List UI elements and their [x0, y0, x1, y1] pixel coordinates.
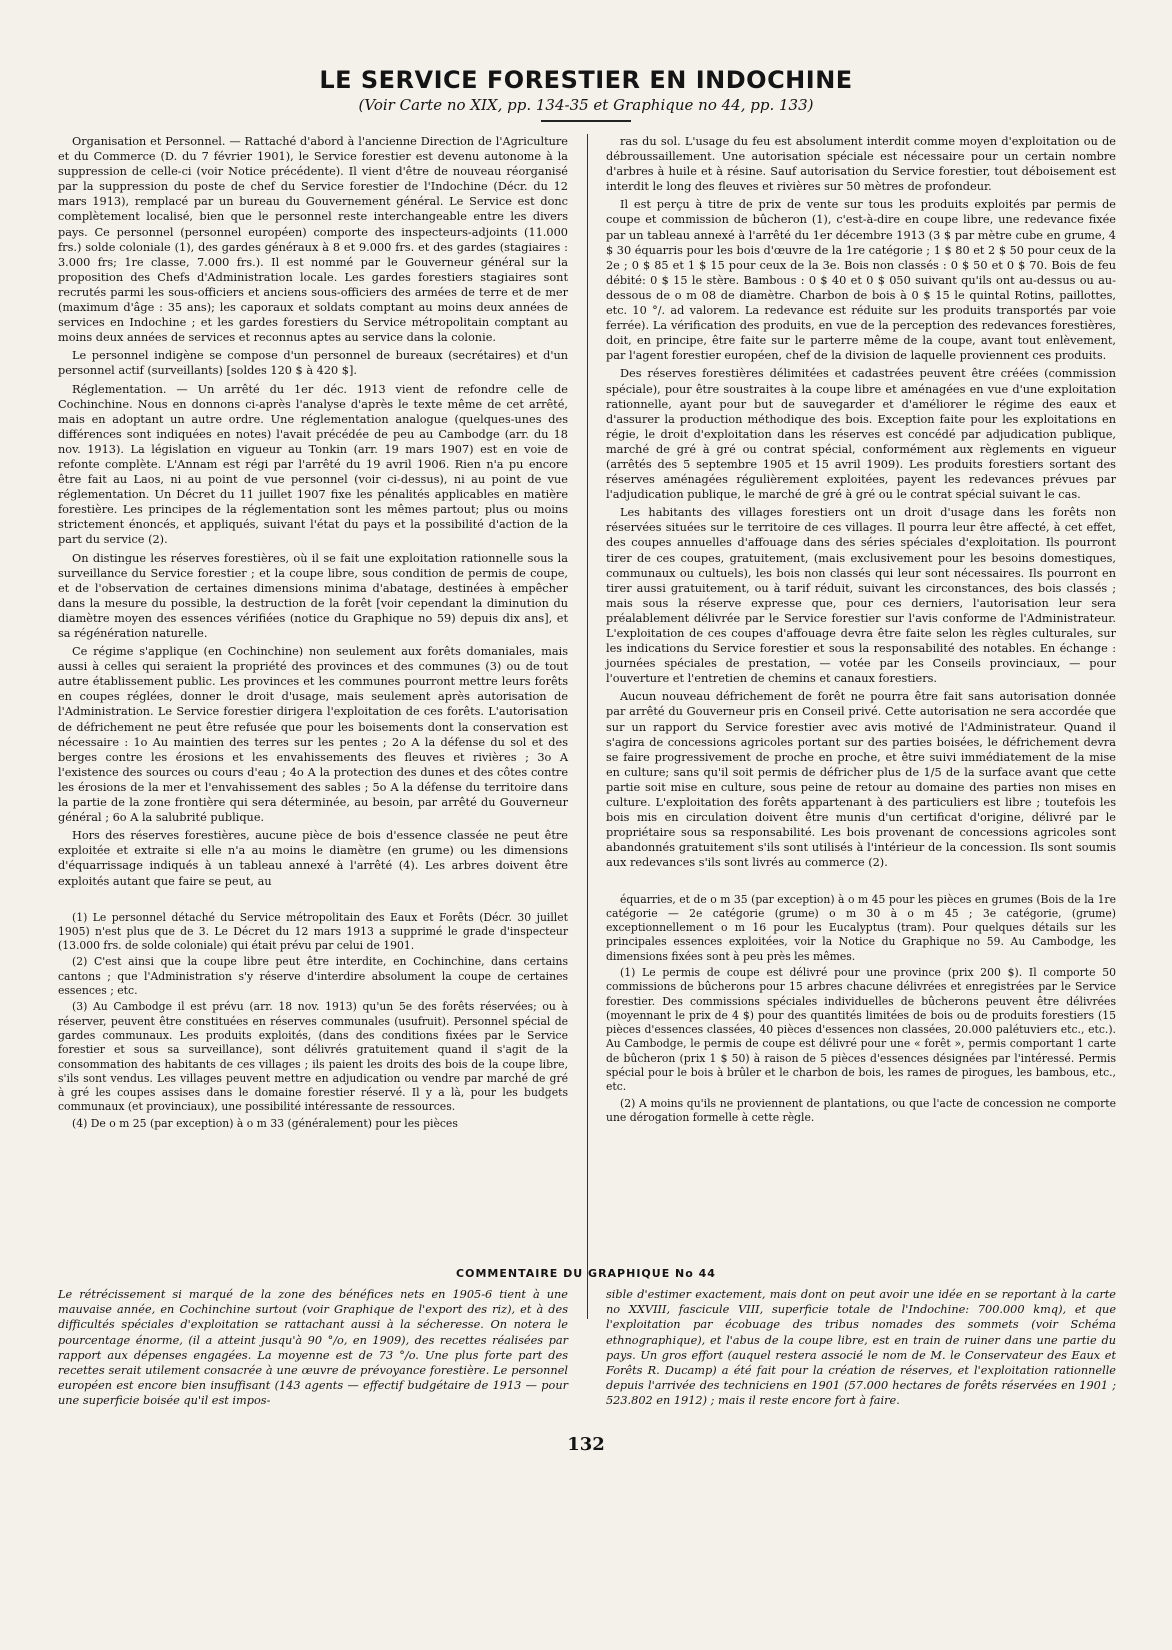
- paragraph-defrichement: Aucun nouveau défrichement de forêt ne pourra être fait sans autorisation donnée par arrêté du Gouverneur pris en Conseil privé. Cette autorisation ne sera accordée que sur un rapport du Service forestier avec avis motivé de l'Administrateur. Quand il s'agira de concessions agricoles portant sur des parties boisées, le défrichement devra se faire progressivement de proche en proche, et être suivi immédiatement de la mise en culture; sans qu'il soit permis de défricher plus de 1/5 de la surface avant que cette partie soit mise en culture, sous peine de retour au domaine des parties non mises en culture. L'exploitation des forêts appartenant à des particuliers est libre ; toutefois les bois mis en circulation doivent être munis d'un certificat d'origine, délivré par le propriétaire sous sa responsabilité. Les bois provenant de concessions agricoles sont abandonnés gratuitement s'ils sont utilisés à l'intérieur de la concession. Ils sont soumis aux redevances s'ils sont livrés au commerce (2).: [606, 690, 1116, 870]
- paragraph-organisation: Organisation et Personnel. — Rattaché d'abord à l'ancienne Direction de l'Agriculture et du Commerce (D. du 7 février 1901), le Service forestier est devenu autonome à la suppression de celle-ci (voir Notice précédente). Il vient d'être de nouveau réorganisé par la suppression du poste de chef du Service forestier de l'Indochine (Décr. du 12 mars 1913), remplacé par un bureau du Gouvernement général. Le Service est donc complètement localisé, bien que le personnel reste interchangeable entre les divers pays. Ce personnel (personnel européen) comporte des inspecteurs-adjoints (11.000 frs.) solde coloniale (1), des gardes généraux à 8 et 9.000 frs. et des gardes (stagiaires : 3.000 frs; 1re classe, 7.000 frs.). Il est nommé par le Gouverneur général sur la proposition des Chefs d'Administration locale. Les gardes forestiers stagiaires sont recrutés parmi les sous-officiers et anciens sous-officiers des armées de terre et de mer (maximum d'âge : 35 ans); les caporaux et soldats comptant au moins deux années de services en Indochine ; et les gardes forestiers du Service métropolitain comptant au moins deux années de services et reconnus aptes au service dans la colonie.: [58, 135, 568, 345]
- footnote-3: (3) Au Cambodge il est prévu (arr. 18 nov. 1913) qu'un 5e des forêts réservées; ou à réserver, peuvent être constituées en réserves communales (usufruit). Personnel spécial de gardes communaux. Les produits exploités, (dans des conditions fixées par le Service forestier et sous sa surveillance), sont délivrés gratuitement quand il s'agit de la consommation des habitants de ces villages ; ils paient les droits des bois de la coupe libre, s'ils sont vendus. Les villages peuvent mettre en adjudication ou vendre par marché de gré à gré les coupes assises dans le domaine forestier réservé. Il y a là, pour les budgets communaux (et provinciaux), une possibilité intéressante de ressources.: [58, 1000, 568, 1114]
- left-column: [58, 134, 568, 1133]
- commentary-title: COMMENTAIRE DU GRAPHIQUE No 44: [456, 1267, 716, 1280]
- right-footnotes: [606, 893, 1116, 1126]
- page-number: 132: [567, 1434, 605, 1455]
- paragraph-reserves: On distingue les réserves forestières, où il se fait une exploitation rationnelle sous la surveillance du Service forestier ; et la coupe libre, sous condition de permis de coupe, et de l'observation de certaines dimensions minima d'abatage, destinées à empêcher dans la mesure du possible, la destruction de la forêt [voir cependant la diminution du diamètre moyen des essences vérifiées (notice du Graphique no 59) depuis dix ans], et sa régénération naturelle.: [58, 551, 568, 640]
- title-rule: [541, 120, 631, 122]
- footnote-1: (1) Le personnel détaché du Service métropolitain des Eaux et Forêts (Décr. 30 juillet 1905) n'est plus que de 3. Le Décret du 12 mars 1913 a supprimé le grade d'inspecteur (13.000 frs. de solde coloniale) qui était prévu par celui de 1901.: [58, 910, 568, 953]
- paragraph-usage-feu: ras du sol. L'usage du feu est absolument interdit comme moyen d'exploitation ou de débroussaillement. Une autorisation spéciale est nécessaire pour un certain nombre d'arbres à huile et à résine. Sauf autorisation du Service forestier, tout déboisement est interdit le long des fleuves et rivières sur 50 mètres de profondeur.: [606, 135, 1116, 194]
- commentary-right: sible d'estimer exactement, mais dont on peut avoir une idée en se reportant à la carte no XXVIII, fascicule VIII, superficie totale de l'Indochine: 700.000 kmq), et que l'exploitation par écobuage des tribus nomades des sommets (voir Schéma ethnographique), et l'abus de la coupe libre, est en train de ruiner dans une partie du pays. Un gros effort (auquel restera associé le nom de M. le Conservateur des Eaux et Forêts R. Ducamp) a été fait pour la création de réserves, et l'exploitation rationnelle depuis l'arrivée des techniciens en 1901 (57.000 hectares de forêts réservées en 1901 ; 523.802 en 1912) ; mais il reste encore fort à faire.: [606, 1288, 1116, 1408]
- page-title: LE SERVICE FORESTIER EN INDOCHINE: [319, 66, 853, 94]
- body-columns: [58, 134, 1114, 1334]
- paragraph-personnel-indigene: Le personnel indigène se compose d'un personnel de bureaux (secrétaires) et d'un personnel actif (surveillants) [soldes 120 $ à 420 $].: [58, 349, 568, 378]
- paragraph-reserves-forestieres: Des réserves forestières délimitées et cadastrées peuvent être créées (commission spéciale), pour être soustraites à la coupe libre et aménagées en vue d'une exploitation rationnelle, ayant pour but de sauvegarder et d'améliorer le régime des eaux et d'assurer la production méthodique des bois. Exception faite pour les exploitations en régie, le droit d'exploitation dans les réserves est concédé par adjudication publique, marché de gré à gré ou contrat spécial, conformément aux règlements en vigueur (arrêtés des 5 septembre 1905 et 15 avril 1909). Les produits forestiers sortant des réserves aménagées régulièrement exploitées, payent les redevances prévues par l'adjudication publique, le marché de gré à gré ou le contrat spécial suivant le cas.: [606, 367, 1116, 502]
- left-footnotes: [58, 911, 568, 1131]
- page-subtitle: (Voir Carte no XIX, pp. 134-35 et Graphique no 44, pp. 133): [358, 96, 814, 114]
- paragraph-reglementation: Réglementation. — Un arrêté du 1er déc. 1913 vient de refondre celle de Cochinchine. Nous en donnons ci-après l'analyse d'après le texte même de cet arrêté, mais en adoptant un autre ordre. Une réglementation analogue (quelques-unes des différences sont indiquées en notes) l'avait précédée de peu au Cambodge (arr. du 18 nov. 1913). La législation en vigueur au Tonkin (arr. 19 mars 1907) est en voie de refonte complète. L'Annam est régi par l'arrêté du 19 avril 1906. Rien n'a pu encore être fait au Laos, ni au point de vue personnel (voir ci-dessus), ni au point de vue réglementation. Un Décret du 11 juillet 1907 fixe les pénalités applicables en matière forestière. Les principes de la réglementation sont les mêmes partout; plus ou moins strictement énoncés, et appliqués, suivant l'état du pays et la possibilité d'action de la part du service (2).: [58, 382, 568, 547]
- paragraph-regime: Ce régime s'applique (en Cochinchine) non seulement aux forêts domaniales, mais aussi à celles qui seraient la propriété des provinces et des communes (3) ou de tout autre établissement public. Les provinces et les communes pourront mettre leurs forêts en coupes réglées, donner le droit d'usage, mais seulement après autorisation de l'Administration. Le Service forestier dirigera l'exploitation de ces forêts. L'autorisation de défrichement ne peut être refusée que pour les boisements dont la conservation est nécessaire : 1o Au maintien des terres sur les pentes ; 2o A la défense du sol et des berges contre les érosions et les envahissements des fleuves et rivières ; 3o A l'existence des sources ou cours d'eau ; 4o A la protection des dunes et des côtes contre les érosions de la mer et l'envahissement des sables ; 5o A la défense du territoire dans la partie de la zone frontière qui sera déterminée, au besoin, par arrêté du Gouverneur général ; 6o A la salubrité publique.: [58, 645, 568, 825]
- footnote-4: (4) De o m 25 (par exception) à o m 33 (généralement) pour les pièces: [72, 1116, 458, 1130]
- footnote-r2: (2) A moins qu'ils ne proviennent de plantations, ou que l'acte de concession ne comporte une dérogation formelle à cette règle.: [606, 1096, 1116, 1124]
- right-column: [606, 134, 1116, 1127]
- column-divider: [587, 134, 588, 1319]
- footnote-2: (2) C'est ainsi que la coupe libre peut être interdite, en Cochinchine, dans certains cantons ; que l'Administration s'y réserve d'interdire absolument la coupe de certaines essences ; etc.: [58, 955, 568, 998]
- footnote-4-cont: équarries, et de o m 35 (par exception) à o m 45 pour les pièces en grumes (Bois de la 1re catégorie — 2e catégorie (grume) o m 30 à o m 45 ; 3e catégorie, (grume) exceptionnellement o m 16 pour les Eucalyptus (tram). Pour quelques détails sur les principales essences exploitées, voir la Notice du Graphique no 59. Au Cambodge, les dimensions fixées sont à peu près les mêmes.: [606, 892, 1116, 963]
- paragraph-hors-reserves: Hors des réserves forestières, aucune pièce de bois d'essence classée ne peut être exploitée et extraite si elle n'a au moins le diamètre (en grume) ou les dimensions d'équarrissage indiqués à un tableau annexé à l'arrêté (4). Les arbres doivent être exploités autant que faire se peut, au: [58, 829, 568, 888]
- footnote-r1: (1) Le permis de coupe est délivré pour une province (prix 200 $). Il comporte 50 commissions de bûcherons pour 15 arbres chacune délivrées et enregistrées par le Service forestier. Des commissions spéciales individuelles de bûcherons peuvent être délivrées (moyennant le prix de 4 $) pour des quantités limitées de bois ou de produits forestiers (15 pièces d'essences classées, 40 pièces d'essences non classées, 20.000 palétuviers etc., etc.). Au Cambodge, le permis de coupe est délivré pour une « forêt », permis comportant 1 carte de bûcheron (prix 1 $ 50) à raison de 5 pièces d'essences désignées par l'intéressé. Permis spécial pour le bois à brûler et le charbon de bois, les rames de pirogues, les bambous, etc., etc.: [606, 965, 1116, 1094]
- document-page: [58, 62, 1114, 1622]
- paragraph-prix-vente: Il est perçu à titre de prix de vente sur tous les produits exploités par permis de coupe et commission de bûcheron (1), c'est-à-dire en coupe libre, une redevance fixée par un tableau annexé à l'arrêté du 1er décembre 1913 (3 $ par mètre cube en grume, 4 $ 30 équarris pour les bois d'œuvre de la 1re catégorie ; 1 $ 80 et 2 $ 50 pour ceux de la 2e ; 0 $ 85 et 1 $ 15 pour ceux de la 3e. Bois non classés : 0 $ 50 et 0 $ 70. Bois de feu débité: 0 $ 15 le stère. Bambous : 0 $ 40 et 0 $ 050 suivant qu'ils ont au-dessus ou au-dessous de o m 08 de diamètre. Charbon de bois à 0 $ 15 le quintal Rotins, paillottes, etc. 10 °/. ad valorem. La redevance est réduite sur les produits transportés par voie ferrée). La vérification des produits, en vue de la perception des redevances forestières, doit, en principe, être faite sur le parterre même de la coupe, avant tout enlèvement, par l'agent forestier européen, chef de la division de laquelle proviennent ces produits.: [606, 198, 1116, 363]
- commentary-left: Le rétrécissement si marqué de la zone des bénéfices nets en 1905-6 tient à une mauvaise année, en Cochinchine surtout (voir Graphique de l'export des riz), et à des difficultés spéciales d'exploitation se rattachant aussi à la sécheresse. On notera le pourcentage énorme, (il a atteint jusqu'à 90 °/o, en 1909), des recettes réalisées par rapport aux dépenses engagées. La moyenne est de 73 °/o. Une plus forte part des recettes serait utilement consacrée à une œuvre de prévoyance forestière. Le personnel européen est encore bien insuffisant (143 agents — effectif budgétaire de 1913 — pour une superficie boisée qu'il est impos-: [58, 1288, 568, 1408]
- paragraph-villages-forestiers: Les habitants des villages forestiers ont un droit d'usage dans les forêts non réservées situées sur le territoire de ces villages. Il pourra leur être affecté, à cet effet, des coupes annuelles d'affouage dans des séries spéciales d'exploitation. Ils pourront tirer de ces coupes, gratuitement, (mais exclusivement pour les besoins domestiques, communaux ou cultuels), les bois non classés qui leur sont nécessaires. Ils pourront en tirer aussi gratuitement, ou à tarif réduit, suivant les circonstances, des bois classés ; mais sous la réserve expresse que, pour ces derniers, l'autorisation leur sera préalablement délivrée par le Service forestier sur l'avis conforme de l'Administrateur. L'exploitation de ces coupes d'affouage devra être faite selon les règles culturales, sur les indications du Service forestier et sous la responsabilité des notables. En échange : journées spéciales de prestation, — votée par les Conseils provinciaux, — pour l'ouverture et l'entretien de chemins et canaux forestiers.: [606, 506, 1116, 686]
